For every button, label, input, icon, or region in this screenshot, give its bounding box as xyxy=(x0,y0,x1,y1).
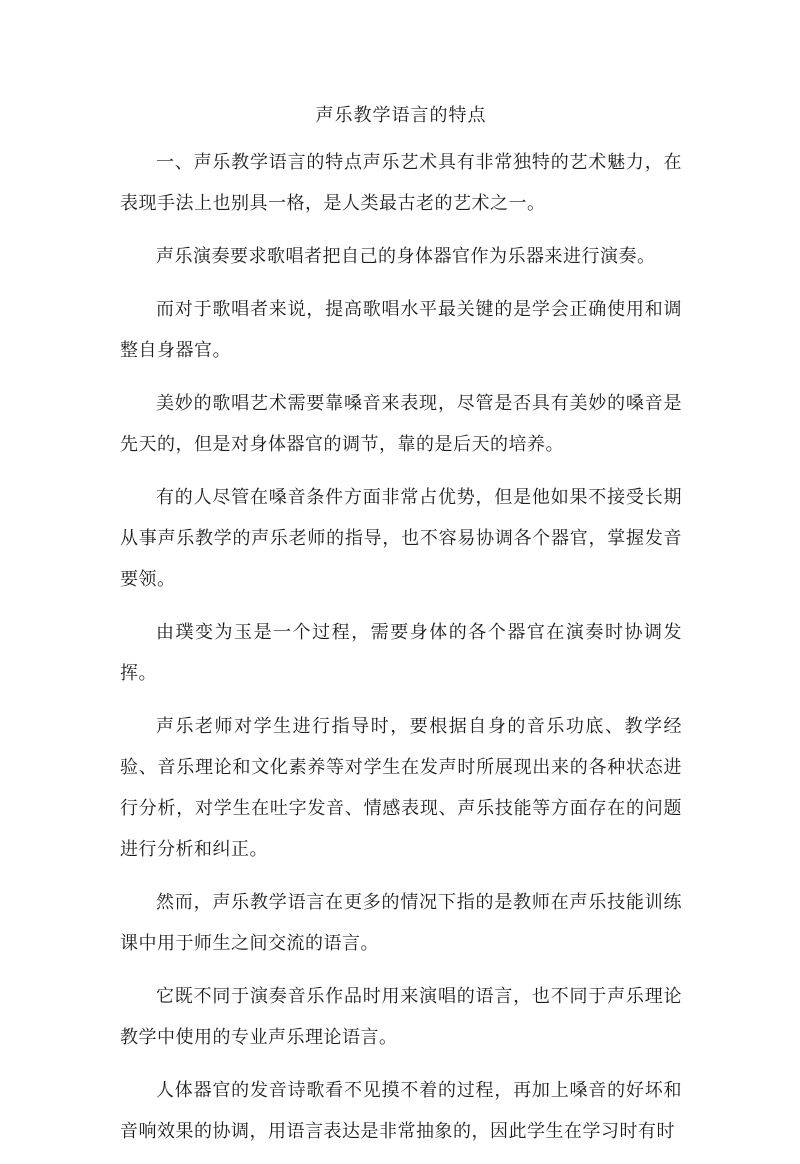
paragraph: 它既不同于演奏音乐作品时用来演唱的语言，也不同于声乐理论教学中使用的专业声乐理论语言。 xyxy=(120,986,682,1048)
paragraph: 声乐演奏要求歌唱者把自己的身体器官作为乐器来进行演奏。 xyxy=(156,246,656,267)
paragraph: 美妙的歌唱艺术需要靠嗓音来表现，尽管是否具有美妙的嗓音是先天的，但是对身体器官的调节，靠的是后天的培养。 xyxy=(120,393,682,455)
document-title: 声乐教学语言的特点 xyxy=(315,105,487,126)
paragraph: 一、声乐教学语言的特点声乐艺术具有非常独特的艺术魅力，在表现手法上也别具一格，是人类最古老的艺术之一。 xyxy=(120,152,682,214)
paragraph: 由璞变为玉是一个过程，需要身体的各个器官在演奏时协调发挥。 xyxy=(120,622,682,684)
paragraph: 有的人尽管在嗓音条件方面非常占优势，但是他如果不接受长期从事声乐教学的声乐老师的指导，也不容易协调各个器官，掌握发音要领。 xyxy=(120,487,682,590)
paragraph: 然而，声乐教学语言在更多的情况下指的是教师在声乐技能训练课中用于师生之间交流的语言。 xyxy=(120,892,682,954)
document-page xyxy=(120,96,682,1164)
paragraph: 人体器官的发音诗歌看不见摸不着的过程，再加上嗓音的好坏和音响效果的协调，用语言表达是非常抽象的，因此学生在学习时有时 xyxy=(120,1080,682,1142)
paragraph: 声乐老师对学生进行指导时，要根据自身的音乐功底、教学经验、音乐理论和文化素养等对学生在发声时所展现出来的各种状态进行分析，对学生在吐字发音、情感表现、声乐技能等方面存在的问题进行分析和纠正。 xyxy=(120,716,682,860)
paragraph: 而对于歌唱者来说，提高歌唱水平最关键的是学会正确使用和调整自身器官。 xyxy=(120,299,682,361)
